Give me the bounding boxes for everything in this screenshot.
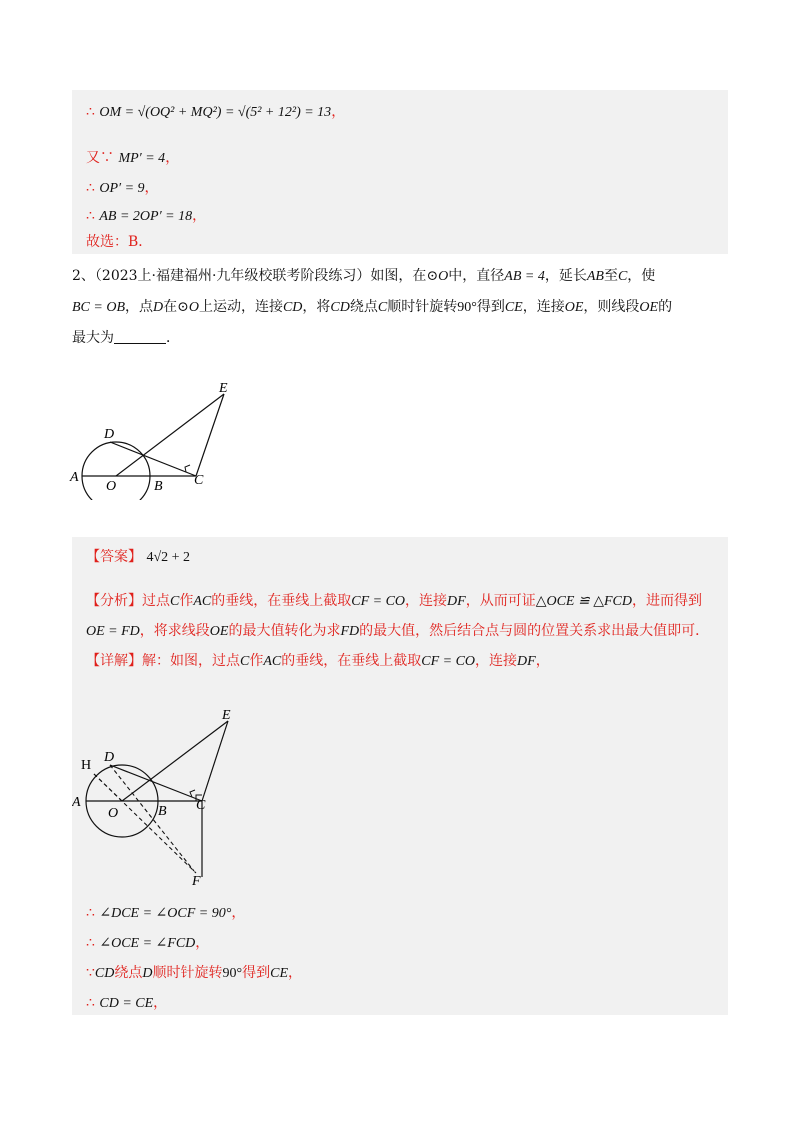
text: ，点 <box>125 299 153 315</box>
text: ，延长 <box>544 268 587 284</box>
math: BC = OB <box>72 300 125 315</box>
text: ，将求线段 <box>139 623 210 639</box>
line-choice <box>86 232 152 252</box>
choice-text: 故选：B． <box>86 234 153 250</box>
answer-blank <box>114 329 166 344</box>
line-oe <box>116 394 224 476</box>
math: △OCE ≌ △FCD <box>535 594 632 609</box>
math-mp: MP′ = 4 <box>118 151 166 166</box>
answer-tag: 【答案】 <box>86 549 142 565</box>
math: CF = CO <box>351 594 406 609</box>
line-ab <box>86 206 206 227</box>
text: ，连接 <box>475 653 518 669</box>
step-2 <box>86 933 209 954</box>
text: 绕点 <box>349 299 378 315</box>
question-line-1 <box>72 266 655 287</box>
figure-2 <box>72 705 272 885</box>
label-o: O <box>106 479 117 494</box>
punct: ， <box>195 935 210 951</box>
text: 最大为 <box>72 330 114 346</box>
math: C <box>377 300 388 315</box>
line-ho <box>94 774 122 801</box>
math: CE <box>270 966 288 981</box>
math: CD <box>330 300 350 315</box>
text: 的最大值转化为求 <box>228 623 341 639</box>
math: C <box>240 654 250 669</box>
math: 90° <box>222 966 243 981</box>
detail-line <box>86 651 550 672</box>
punct: ， <box>153 995 168 1011</box>
math: ⊙O <box>177 300 199 315</box>
math: AB <box>586 269 604 284</box>
punct: ， <box>331 104 346 120</box>
text: ，则线段 <box>583 299 640 315</box>
question-line-3 <box>72 328 180 348</box>
label-d: D <box>104 750 115 765</box>
math: OE <box>209 624 229 639</box>
answer-block <box>72 537 728 1015</box>
label-a: A <box>72 795 81 810</box>
math: ⊙O <box>426 269 449 284</box>
label-e: E <box>219 381 228 396</box>
question-line-2 <box>72 297 672 318</box>
label-e: E <box>222 708 231 723</box>
math: OE = FD <box>86 624 140 639</box>
math: ∠DCE = ∠OCF = 90° <box>99 906 232 921</box>
text: 作 <box>249 653 264 669</box>
math: DF <box>517 654 536 669</box>
text: 顺时针旋转 <box>387 299 458 315</box>
step-1 <box>86 903 245 924</box>
line-oe <box>122 721 228 801</box>
text: 得到 <box>242 965 271 981</box>
text: 作 <box>179 593 194 609</box>
math: OE <box>639 300 659 315</box>
therefore-symbol: ∴ <box>86 208 95 224</box>
label-c: C <box>194 473 204 488</box>
analysis-line-1 <box>86 591 702 612</box>
text: 的垂线，在垂线上截取 <box>211 593 352 609</box>
label-o: O <box>108 806 119 821</box>
math: AC <box>193 594 212 609</box>
text: 顺时针旋转 <box>152 965 223 981</box>
math: C <box>170 594 180 609</box>
math: 90° <box>457 300 477 315</box>
math-ab: AB = 2OP′ = 18 <box>99 209 193 224</box>
line-ec <box>196 394 224 476</box>
detail-tag: 【详解】 <box>86 653 142 669</box>
text: 解：如图，过点 <box>142 653 240 669</box>
math: D <box>153 300 164 315</box>
line-mp <box>86 148 179 169</box>
text: 的最大值，然后结合点与圆的位置关系求出最大值即可． <box>359 623 710 639</box>
math: OE <box>564 300 584 315</box>
text: 在 <box>163 299 178 315</box>
solution-block-top <box>72 90 728 254</box>
math: CD <box>94 966 115 981</box>
label-a: A <box>70 470 79 485</box>
text: ，将 <box>302 299 331 315</box>
label-b: B <box>154 479 163 494</box>
math: DF <box>447 594 466 609</box>
text: 至 <box>603 268 618 284</box>
analysis-line-2 <box>86 621 709 642</box>
step-3 <box>86 963 302 984</box>
therefore-symbol: ∴ <box>86 180 95 196</box>
label-d: D <box>104 427 115 442</box>
math: CF = CO <box>421 654 476 669</box>
text: 上运动，连接 <box>198 299 283 315</box>
label-c: C <box>196 798 206 813</box>
text: ，连接 <box>522 299 565 315</box>
therefore-symbol: ∴ <box>86 995 95 1011</box>
math-op: OP′ = 9 <box>99 181 145 196</box>
step-4 <box>86 993 167 1014</box>
math: ∠OCE = ∠FCD <box>99 936 196 951</box>
text: 中，直径 <box>448 268 505 284</box>
math: CD <box>282 300 303 315</box>
math: AC <box>263 654 282 669</box>
label-f: F <box>192 874 201 885</box>
because-symbol: ∵ <box>86 965 95 981</box>
label-b: B <box>158 804 167 819</box>
punct: ， <box>231 905 246 921</box>
math: D <box>142 966 153 981</box>
text: ，连接 <box>405 593 448 609</box>
text: ，从而可证 <box>465 593 536 609</box>
because-text: 又∵ <box>86 150 114 166</box>
therefore-symbol: ∴ <box>86 104 95 120</box>
analysis-tag: 【分析】 <box>86 593 142 609</box>
punct: ， <box>144 180 159 196</box>
punct: ， <box>165 150 180 166</box>
math: CE <box>504 300 523 315</box>
math-om: OM = √(OQ² + MQ²) = √(5² + 12²) = 13 <box>99 105 332 120</box>
answer-value: 4√2 + 2 <box>146 550 191 565</box>
punct: ， <box>192 208 207 224</box>
math: FD <box>340 624 360 639</box>
right-angle-mark <box>190 790 195 797</box>
math: CD = CE <box>99 996 154 1011</box>
math: AB = 4 <box>504 269 545 284</box>
therefore-symbol: ∴ <box>86 935 95 951</box>
punct: ， <box>288 965 302 981</box>
line-om <box>86 102 345 123</box>
text: 过点 <box>142 593 170 609</box>
text: ，进而得到 <box>631 593 702 609</box>
answer-line <box>86 547 190 568</box>
math: C <box>617 269 628 284</box>
text: 的 <box>658 299 673 315</box>
right-angle-mark <box>185 465 190 472</box>
line-op <box>86 178 159 199</box>
text: 绕点 <box>114 965 143 981</box>
text: ， <box>535 653 550 669</box>
text: ． <box>166 330 180 346</box>
figure-1 <box>66 380 246 500</box>
text: 的垂线，在垂线上截取 <box>281 653 422 669</box>
therefore-symbol: ∴ <box>86 905 95 921</box>
label-h: H <box>81 758 92 773</box>
text: ，使 <box>627 268 656 284</box>
text: 得到 <box>476 299 505 315</box>
text: 2、（2023上·福建福州·九年级校联考阶段练习）如图，在 <box>72 268 427 284</box>
line-ec <box>202 721 228 801</box>
